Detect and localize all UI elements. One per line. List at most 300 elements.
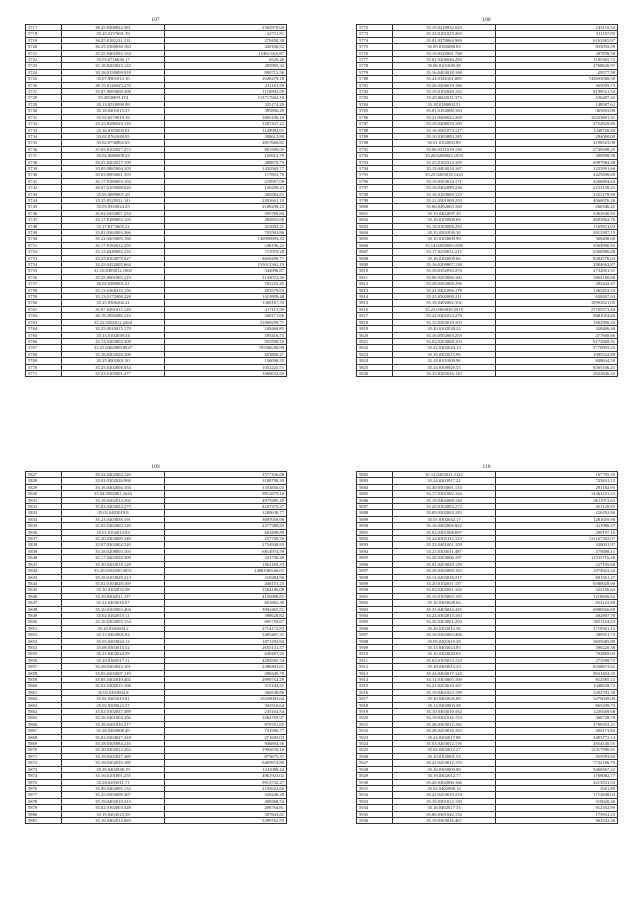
row-number-cell: 5720 [26,44,62,50]
value-cell: 227195,68 [496,561,618,567]
cadastral-number-cell: 35.16.0101001.255 [62,773,165,779]
land-parcel-table [356,24,618,377]
row-number-cell: 5736 [26,146,62,152]
row-number-cell: 5802 [357,217,393,223]
cadastral-number-cell: 35.25.0502009.211 [393,294,496,300]
cadastral-number-cell: 35.16.0402012.683 [62,817,165,823]
cadastral-number-cell: 35.24.0202017.88 [393,734,496,740]
row-number-cell: 5750 [26,236,62,242]
row-number-cell: 5935 [357,811,393,817]
value-cell: 400173,82 [496,728,618,734]
value-cell: 855092,59 [496,44,618,50]
row-number-cell: 5839 [26,548,62,554]
cadastral-number-cell: 35.10.0206019.190 [393,121,496,127]
cadastral-number-cell: 35.16.0402004.104 [62,484,165,490]
cadastral-number-cell: 35.16.8185005.61 [62,127,165,133]
cadastral-number-cell: 35.20.0102030.3051 [62,568,165,574]
value-cell: 11535716,28 [496,555,618,561]
row-number-cell: 5803 [357,223,393,229]
cadastral-number-cell: 35.14.0202008.1580 [393,242,496,248]
row-number-cell: 5854 [26,644,62,650]
cadastral-number-cell: 35.25.8325011.141 [62,197,165,203]
cadastral-number-cell: 35.21.0406022.269 [393,114,496,120]
cadastral-number-cell: 35.16.0302003.466 [393,632,496,638]
row-number-cell: 5891 [357,529,393,535]
value-cell: 1074922,22 [496,568,618,574]
row-number-cell: 5762 [26,313,62,319]
cadastral-number-cell: 35.10.0303014.171 [393,178,496,184]
cadastral-number-cell: 35.26.0206018.186 [393,82,496,88]
value-cell: 1165911,03 [496,223,618,229]
row-number-cell: 5902 [357,600,393,606]
cadastral-number-cell: 35.18.0208003.103 [62,548,165,554]
cadastral-number-cell: 35.17.0301002.164 [393,491,496,497]
cadastral-number-cell: 35.02.0761048.95 [62,133,165,139]
cadastral-number-cell: 35.25.8202008.934 [62,364,165,370]
cadastral-number-cell: 35.17.8180003.104 [62,178,165,184]
cadastral-number-cell: 35.16.0103008.69 [393,217,496,223]
row-number-cell: 5859 [26,677,62,683]
value-cell: 14681969,66,01 [165,568,287,574]
value-cell: 1903676,16 [165,747,287,753]
row-number-cell: 5814 [357,294,393,300]
row-number-cell: 5793 [357,159,393,165]
row-number-cell: 5812 [357,281,393,287]
value-cell: 1546115(6,87 [165,50,287,56]
value-cell: 385856,29 [165,108,287,114]
row-number-cell: 5770 [26,364,62,370]
row-number-cell: 5769 [26,358,62,364]
cadastral-number-cell: 35.15.0303019.103 [393,319,496,325]
row-number-cell: 5874 [26,773,62,779]
row-number-cell: 5776 [357,50,393,56]
land-parcel-table [25,24,287,377]
value-cell: 310384,56 [165,574,287,580]
cadastral-number-cell: 35.16.0209007.138 [393,262,496,268]
row-number-cell: 5897 [357,568,393,574]
row-number-cell: 5926 [357,753,393,759]
value-cell: 962542,46 [496,817,618,823]
value-cell: 8284576,02 [496,255,618,261]
value-cell: 3202793,38 [496,689,618,695]
cadastral-number-cell: 35.02.0402008.14 [393,785,496,791]
cadastral-number-cell: 35.25.0157691.39 [62,31,165,37]
cadastral-number-cell: 35.16.8202028.206 [62,351,165,357]
row-number-cell: 5827 [26,472,62,478]
cadastral-number-cell: 35.16.0302003.154 [62,619,165,625]
row-number-cell: 5882 [357,472,393,478]
cadastral-number-cell: 35.18.8203023.122 [62,63,165,69]
row-number-cell: 5792 [357,153,393,159]
cadastral-number-cell: 35.28.0502008.296 [393,281,496,287]
cadastral-number-cell: 35.06.0101049.38 [393,63,496,69]
row-number-cell: 5787 [357,121,393,127]
row-number-cell: 5779 [357,69,393,75]
cadastral-number-cell: 35.24.0326101.085 [393,76,496,82]
row-number-cell: 5813 [357,287,393,293]
cadastral-number-cell: 35.10.0320001.768 [393,50,496,56]
cadastral-number-cell: 35.22.0302013.183 [393,612,496,618]
cadastral-number-cell: 35.20.0206003.1059 [393,153,496,159]
value-cell: 325174,29 [165,101,287,107]
value-cell: 1669632,56 [165,370,287,376]
cadastral-number-cell: 35.22.0402004.120 [62,472,165,478]
value-cell: 9913732,47 [165,779,287,785]
value-cell: 1128992,91 [165,127,287,133]
row-number-cell: 5718 [26,31,62,37]
row-number-cell: 5765 [26,332,62,338]
cadastral-number-cell: 35.16.0303028.64 [393,600,496,606]
value-cell: 271695,03 [165,734,287,740]
value-cell: 9631404,35 [496,670,618,676]
value-cell: 2277388,83 [165,523,287,529]
value-cell: 8656498,77 [165,255,287,261]
cadastral-number-cell: 35.16.0501073.127 [393,127,496,133]
value-cell: 306498,68 [496,236,618,242]
row-number-cell: 5869 [26,741,62,747]
cadastral-number-cell: 35.18.0150009.918 [62,69,165,75]
table-row [357,370,618,376]
cadastral-number-cell: 35.17.8180003.103 [62,217,165,223]
row-number-cell: 5767 [26,345,62,351]
value-cell: 318020,26 [496,798,618,804]
row-number-cell: 5789 [357,133,393,139]
cadastral-number-cell: 35.25.0306202.21 [62,300,165,306]
row-number-cell: 5912 [357,664,393,670]
cadastral-number-cell: 35.13.6368416.156 [62,287,165,293]
value-cell: 3493772,14 [496,734,618,740]
value-cell: 1865106,16 [165,114,287,120]
row-number-cell: 5919 [357,709,393,715]
row-number-cell: 5872 [26,760,62,766]
cadastral-number-cell: 35.01.0270064.969 [393,37,496,43]
cadastral-number-cell: 35.28.0203008.49 [62,728,165,734]
cadastral-number-cell: 35.03.8005061.103 [62,172,165,178]
cadastral-number-cell: 35.03.0335024.25 [62,204,165,210]
value-cell: 848634,59 [496,358,618,364]
row-number-cell: 5828 [26,478,62,484]
page-number: 108 [482,17,491,23]
cadastral-number-cell: 35.17.0402038.309 [62,555,165,561]
value-cell: 288878,79 [165,159,287,165]
row-number-cell: 5788 [357,127,393,133]
cadastral-number-cell: 35.24.0301013.276 [393,313,496,319]
cadastral-number-cell: 35.16.0403018.168 [393,69,496,75]
cadastral-number-cell: 35.10.0102032.98 [62,587,165,593]
cadastral-number-cell: 35.03.0103013.133 [393,657,496,663]
row-number-cell: 5738 [26,159,62,165]
row-number-cell: 5852 [26,632,62,638]
cadastral-number-cell: 35.02.6570019.18 [62,114,165,120]
row-number-cell: 5774 [357,37,393,43]
row-number-cell: 5871 [26,753,62,759]
row-number-cell: 5898 [357,574,393,580]
cadastral-number-cell: 35.05.0203007.119 [62,670,165,676]
value-cell: 715979,28 [165,249,287,255]
value-cell: 691561,27 [496,574,618,580]
table-page-110 [356,464,617,824]
row-number-cell: 5865 [26,715,62,721]
row-number-cell: 5880 [26,811,62,817]
cadastral-number-cell: 35.01.0302032.17 [393,516,496,522]
value-cell: 22711,81 [165,31,287,37]
cadastral-number-cell: 35.3050009.174 [62,95,165,101]
row-number-cell: 5883 [357,478,393,484]
cadastral-number-cell: 35.16.0103009.125 [393,191,496,197]
row-number-cell: 5735 [26,140,62,146]
cadastral-number-cell: 35.10.0210032.025 [393,25,496,31]
value-cell: 765252,45 [165,281,287,287]
value-cell: 117852,70 [165,172,287,178]
cadastral-number-cell: 35.25.9401092.134 [62,50,165,56]
row-number-cell: 5887 [357,504,393,510]
value-cell: 2718301,12 [496,625,618,631]
cadastral-number-cell: 35.30.0503001.133 [393,484,496,490]
value-cell: 1413899,48 [165,294,287,300]
cadastral-number-cell: 38.02.8389001.21 [62,281,165,287]
row-number-cell: 5846 [26,593,62,599]
row-number-cell: 5747 [26,217,62,223]
cadastral-number-cell: 35.23.0403038.191 [62,516,165,522]
row-number-cell: 5890 [357,523,393,529]
row-number-cell: 5933 [357,798,393,804]
value-cell: 890712,56 [165,69,287,75]
value-cell: 279458,38 [165,37,287,43]
row-number-cell: 5853 [26,638,62,644]
cadastral-number-cell: 35.06.0301042.152 [393,811,496,817]
cadastral-number-cell: 35.28.0201039.217 [62,721,165,727]
cadastral-number-cell: 35.28.0303012.182 [393,721,496,727]
row-number-cell: 5726 [26,82,62,88]
row-number-cell: 5808 [357,255,393,261]
value-cell: 477668,66 [496,332,618,338]
row-number-cell: 5791 [357,146,393,152]
cadastral-number-cell: 35.23.0401001.109 [393,542,496,548]
cadastral-number-cell: 35.28.0302022.101 [62,664,165,670]
cadastral-number-cell: 35.03.0716636.17 [62,57,165,63]
row-number-cell: 5777 [357,57,393,63]
cadastral-number-cell: 35.02.0202015.11 [62,612,165,618]
cadastral-number-cell: 35.05.0402049.402 [62,677,165,683]
row-number-cell: 5913 [357,670,393,676]
cadastral-number-cell: 35.05.0889007.28 [62,191,165,197]
value-cell: 284000,09 [496,133,618,139]
cadastral-number-cell: 35.03.0302001.162 [393,587,496,593]
cadastral-number-cell: 36.07.0105008.020 [62,185,165,191]
cadastral-number-cell: 35.25.0452005.664 [62,262,165,268]
value-cell: 446151,23 [165,580,287,586]
row-number-cell: 5753 [26,255,62,261]
row-number-cell: 5729 [26,101,62,107]
value-cell: 2817666,81 [165,140,287,146]
value-cell: 873675,37 [165,753,287,759]
value-cell: 9681054,60 [496,313,618,319]
row-number-cell: 5811 [357,274,393,280]
value-cell: 1218656,62 [496,593,618,599]
row-number-cell: 5855 [26,651,62,657]
value-cell: 320246,28 [165,792,287,798]
value-cell: 126912,79 [165,153,287,159]
row-number-cell: 5838 [26,542,62,548]
row-number-cell: 5860 [26,683,62,689]
row-number-cell: 5759 [26,294,62,300]
row-number-cell: 5817 [357,313,393,319]
row-number-cell: 5927 [357,760,393,766]
row-number-cell: 5805 [357,236,393,242]
row-number-cell: 5727 [26,89,62,95]
value-cell: 293579,93 [165,287,287,293]
value-cell: 344996,87 [165,268,287,274]
value-cell: 175931,23 [496,811,618,817]
row-number-cell: 5867 [26,728,62,734]
cadastral-number-cell: 35.13.0402097.29 [393,210,496,216]
cadastral-number-cell: 35.09.0302002.183 [393,510,496,516]
cadastral-number-cell: 35.13.0102039.54 [62,332,165,338]
cadastral-number-cell: 35.18.0103029.213 [62,574,165,580]
value-cell: 3835085,89 [496,638,618,644]
row-number-cell: 5903 [357,606,393,612]
value-cell: 366728,78 [496,715,618,721]
cadastral-number-cell: 35.25.8286023.118 [62,121,165,127]
value-cell: 273598,75 [496,657,618,663]
row-number-cell: 5772 [357,25,393,31]
cadastral-number-cell: 35.02.0102003.328 [62,805,165,811]
row-number-cell: 5892 [357,536,393,542]
value-cell: 4066976,26 [496,197,618,203]
value-cell: 652122,88 [496,600,618,606]
row-number-cell: 5816 [357,306,393,312]
value-cell: 1465453,55 [496,287,618,293]
value-cell: 4283565,54 [165,657,287,663]
value-cell: 1348628,72 [496,683,618,689]
cadastral-number-cell: 35.16.0401004.356 [62,715,165,721]
row-number-cell: 5858 [26,670,62,676]
row-number-cell: 5837 [26,536,62,542]
row-number-cell: 5863 [26,702,62,708]
cadastral-number-cell: 35.05.0402003.120 [62,523,165,529]
value-cell: 1028279,18 [165,76,287,82]
cadastral-number-cell: 35.03.0203024.12 [62,638,165,644]
value-cell: 257708,50 [165,536,287,542]
value-cell: 315144,31 [165,683,287,689]
value-cell: 630467,20 [165,651,287,657]
row-number-cell: 5842 [26,568,62,574]
row-number-cell: 5796 [357,178,393,184]
row-number-cell: 5756 [26,274,62,280]
cadastral-number-cell: 36.25.8182231.131 [62,37,165,43]
row-number-cell: 5896 [357,561,393,567]
cadastral-number-cell: 35.01.0206046.294 [393,57,496,63]
value-cell: 126298,23 [165,185,287,191]
row-number-cell: 5907 [357,632,393,638]
row-number-cell: 5800 [357,204,393,210]
value-cell: 2990752,29 [165,677,287,683]
cadastral-number-cell: 35.17.8192012.250 [62,242,165,248]
cadastral-number-cell: 35.04.0502001.1643 [62,491,165,497]
row-number-cell: 5885 [357,491,393,497]
cadastral-number-cell: 35.06.0231019.130 [393,146,496,152]
row-number-cell: 5862 [26,696,62,702]
value-cell: 536487,43 [496,95,618,101]
value-cell: 2654140,55 [496,741,618,747]
value-cell: 308612,89 [165,133,287,139]
value-cell: 365693,80 [496,108,618,114]
value-cell: 1871292,84 [165,638,287,644]
row-number-cell: 5806 [357,242,393,248]
table-row [357,817,618,823]
cadastral-number-cell: 35.29.0302009.163 [393,568,496,574]
row-number-cell: 5771 [26,370,62,376]
cadastral-number-cell: 35.19.0203023.58 [62,811,165,817]
value-cell: 6087984,48 [496,159,618,165]
row-number-cell: 5797 [357,185,393,191]
cadastral-number-cell: 35.03.0203012.176 [393,741,496,747]
cadastral-number-cell: 35.23.0105001.277 [62,370,165,376]
cadastral-number-cell: 35.05.0201019.28 [393,638,496,644]
value-cell: 245116,52 [496,25,618,31]
cadastral-number-cell: 35.13.0202003.38 [393,702,496,708]
value-cell: 136990093,33 [165,236,287,242]
row-number-cell: 5849 [26,612,62,618]
value-cell: 2754949,83 [165,542,287,548]
table-body [357,472,618,824]
row-number-cell: 5918 [357,702,393,708]
row-number-cell: 5847 [26,600,62,606]
row-number-cell: 5886 [357,497,393,503]
row-number-cell: 5798 [357,191,393,197]
cadastral-number-cell: 35.19.0301012.150 [393,798,496,804]
value-cell: 6988566,69 [496,606,618,612]
cadastral-number-cell: 35.17.8172605.21 [62,223,165,229]
value-cell: 1253991,66 [496,165,618,171]
row-number-cell: 5876 [26,785,62,791]
value-cell: 4693962,76 [496,217,618,223]
value-cell: 482855,60 [165,217,287,223]
cadastral-number-cell: 35.21.0402024.59 [62,651,165,657]
cadastral-number-cell: 35.18.0203013.96 [393,351,496,357]
row-number-cell: 5844 [26,580,62,586]
cadastral-number-cell: 35.20.0102028.23 [393,326,496,332]
cadastral-number-cell: 35.25.0303009.307 [62,792,165,798]
cadastral-number-cell: 35.05.0885004.103 [62,165,165,171]
row-number-cell: 5857 [26,664,62,670]
row-number-cell: 5760 [26,300,62,306]
value-cell: 1577436,68 [165,472,287,478]
value-cell: 226392,86 [496,510,618,516]
value-cell: 415692,21 [165,223,287,229]
value-cell: 3992465,51 [165,606,287,612]
row-number-cell: 5899 [357,580,393,586]
cadastral-number-cell: 35.19.0402019.213 [62,798,165,804]
row-number-cell: 5843 [26,574,62,580]
cadastral-number-cell: 35.10.0102003.404 [62,606,165,612]
cadastral-number-cell: 35.13.8440002.232 [62,249,165,255]
row-number-cell: 5757 [26,281,62,287]
cadastral-number-cell: 35.02.0305023.57 [62,702,165,708]
cadastral-number-cell: 35.06.0202003.160 [393,204,496,210]
cadastral-number-cell: 35.20.0102011.157 [393,580,496,586]
row-number-cell: 5823 [357,351,393,357]
row-number-cell: 5928 [357,766,393,772]
row-number-cell: 5884 [357,484,393,490]
cadastral-number-cell: 35.01.0102014.83 [62,529,165,535]
value-cell: 287858,58 [496,50,618,56]
value-cell: 8338673,62 [496,664,618,670]
cadastral-number-cell: 35.10.0303083.185 [393,133,496,139]
value-cell: 3185365,72 [496,57,618,63]
value-cell: 4198523,98 [496,140,618,146]
value-cell: 6483974,80 [165,760,287,766]
